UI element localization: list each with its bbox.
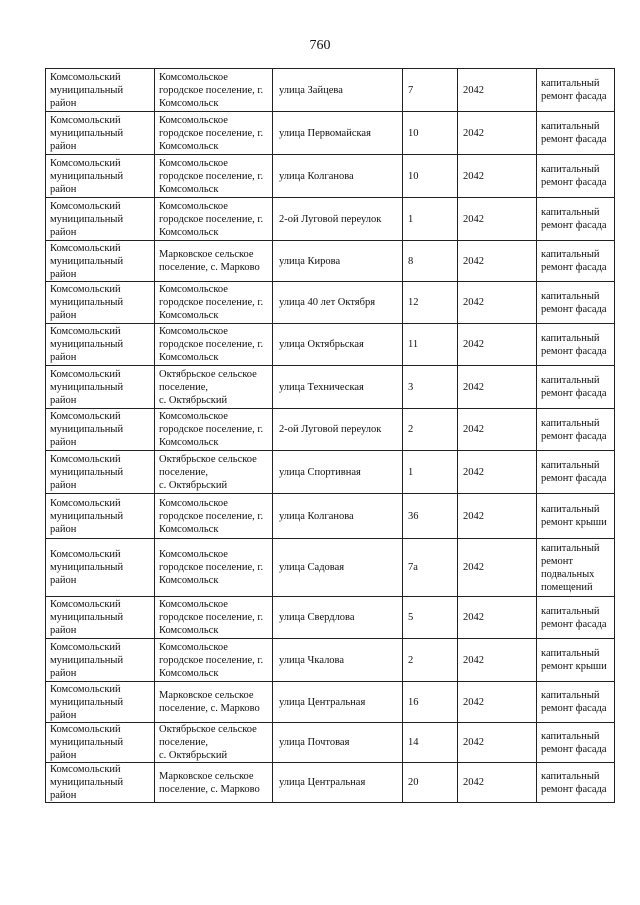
house-number-cell: 10 [403, 155, 458, 198]
work-type-cell: капитальный ремонт фасада [537, 723, 615, 763]
district-cell: Комсомольский муниципальный район [46, 763, 155, 803]
work-type-cell: капитальный ремонт фасада [537, 324, 615, 366]
district-cell: Комсомольский муниципальный район [46, 723, 155, 763]
district-cell: Комсомольский муниципальный район [46, 155, 155, 198]
settlement-cell: Марковское сельское поселение, с. Марково [155, 682, 273, 723]
table-row [46, 494, 615, 539]
table-row [46, 366, 615, 409]
district-cell: Комсомольский муниципальный район [46, 366, 155, 409]
settlement-cell: Комсомольское городское поселение, г. Комсомольск [155, 112, 273, 155]
settlement-cell: Комсомольское городское поселение, г. Комсомольск [155, 69, 273, 112]
district-cell: Комсомольский муниципальный район [46, 112, 155, 155]
year-cell: 2042 [458, 241, 537, 282]
year-cell: 2042 [458, 763, 537, 803]
settlement-cell: Октябрьское сельское поселение, с. Октябрьский [155, 366, 273, 409]
table-row [46, 597, 615, 639]
settlement-cell: Комсомольское городское поселение, г. Комсомольск [155, 409, 273, 451]
house-number-cell: 36 [403, 494, 458, 539]
house-number-cell: 10 [403, 112, 458, 155]
work-type-cell: капитальный ремонт фасада [537, 763, 615, 803]
settlement-cell: Октябрьское сельское поселение, с. Октябрьский [155, 451, 273, 494]
district-cell: Комсомольский муниципальный район [46, 682, 155, 723]
street-cell: улица Кирова [273, 241, 403, 282]
settlement-cell: Комсомольское городское поселение, г. Комсомольск [155, 324, 273, 366]
street-cell: улица Колганова [273, 155, 403, 198]
settlement-cell: Комсомольское городское поселение, г. Комсомольск [155, 494, 273, 539]
table-row [46, 763, 615, 803]
work-type-cell: капитальный ремонт фасада [537, 682, 615, 723]
district-cell: Комсомольский муниципальный район [46, 639, 155, 682]
settlement-cell: Комсомольское городское поселение, г. Комсомольск [155, 539, 273, 597]
street-cell: улица Садовая [273, 539, 403, 597]
year-cell: 2042 [458, 112, 537, 155]
table-row [46, 69, 615, 112]
year-cell: 2042 [458, 597, 537, 639]
year-cell: 2042 [458, 155, 537, 198]
work-type-cell: капитальный ремонт фасада [537, 198, 615, 241]
settlement-cell: Комсомольское городское поселение, г. Комсомольск [155, 639, 273, 682]
year-cell: 2042 [458, 723, 537, 763]
work-type-cell: капитальный ремонт фасада [537, 241, 615, 282]
settlement-cell: Комсомольское городское поселение, г. Комсомольск [155, 198, 273, 241]
work-type-cell: капитальный ремонт подвальных помещений [537, 539, 615, 597]
work-type-cell: капитальный ремонт фасада [537, 112, 615, 155]
house-number-cell: 20 [403, 763, 458, 803]
house-number-cell: 5 [403, 597, 458, 639]
district-cell: Комсомольский муниципальный район [46, 494, 155, 539]
settlement-cell: Комсомольское городское поселение, г. Комсомольск [155, 282, 273, 324]
street-cell: улица Колганова [273, 494, 403, 539]
work-type-cell: капитальный ремонт фасада [537, 451, 615, 494]
street-cell: улица Центральная [273, 682, 403, 723]
work-type-cell: капитальный ремонт фасада [537, 69, 615, 112]
table-row [46, 112, 615, 155]
table-row [46, 682, 615, 723]
year-cell: 2042 [458, 69, 537, 112]
settlement-cell: Комсомольское городское поселение, г. Комсомольск [155, 597, 273, 639]
street-cell: улица Зайцева [273, 69, 403, 112]
street-cell: улица Чкалова [273, 639, 403, 682]
district-cell: Комсомольский муниципальный район [46, 409, 155, 451]
year-cell: 2042 [458, 451, 537, 494]
work-type-cell: капитальный ремонт фасада [537, 366, 615, 409]
district-cell: Комсомольский муниципальный район [46, 324, 155, 366]
house-number-cell: 8 [403, 241, 458, 282]
house-number-cell: 1 [403, 198, 458, 241]
house-number-cell: 7а [403, 539, 458, 597]
page-number: 760 [309, 38, 331, 53]
table-row [46, 155, 615, 198]
work-type-cell: капитальный ремонт фасада [537, 282, 615, 324]
house-number-cell: 2 [403, 409, 458, 451]
house-number-cell: 2 [403, 639, 458, 682]
house-number-cell: 11 [403, 324, 458, 366]
street-cell: улица Первомайская [273, 112, 403, 155]
table-row [46, 282, 615, 324]
street-cell: 2-ой Луговой переулок [273, 198, 403, 241]
street-cell: улица 40 лет Октября [273, 282, 403, 324]
year-cell: 2042 [458, 639, 537, 682]
table-row [46, 409, 615, 451]
settlement-cell: Комсомольское городское поселение, г. Комсомольск [155, 155, 273, 198]
district-cell: Комсомольский муниципальный район [46, 69, 155, 112]
work-type-cell: капитальный ремонт фасада [537, 155, 615, 198]
district-cell: Комсомольский муниципальный район [46, 597, 155, 639]
work-type-cell: капитальный ремонт фасада [537, 597, 615, 639]
district-cell: Комсомольский муниципальный район [46, 282, 155, 324]
work-type-cell: капитальный ремонт крыши [537, 639, 615, 682]
street-cell: улица Центральная [273, 763, 403, 803]
year-cell: 2042 [458, 494, 537, 539]
house-number-cell: 3 [403, 366, 458, 409]
house-number-cell: 12 [403, 282, 458, 324]
street-cell: улица Техническая [273, 366, 403, 409]
street-cell: улица Почтовая [273, 723, 403, 763]
year-cell: 2042 [458, 282, 537, 324]
house-number-cell: 16 [403, 682, 458, 723]
settlement-cell: Октябрьское сельское поселение, с. Октябрьский [155, 723, 273, 763]
year-cell: 2042 [458, 539, 537, 597]
settlement-cell: Марковское сельское поселение, с. Марково [155, 241, 273, 282]
table-row [46, 723, 615, 763]
table-row [46, 241, 615, 282]
year-cell: 2042 [458, 682, 537, 723]
house-number-cell: 1 [403, 451, 458, 494]
buildings-table [45, 68, 615, 803]
year-cell: 2042 [458, 324, 537, 366]
work-type-cell: капитальный ремонт фасада [537, 409, 615, 451]
street-cell: 2-ой Луговой переулок [273, 409, 403, 451]
street-cell: улица Свердлова [273, 597, 403, 639]
district-cell: Комсомольский муниципальный район [46, 198, 155, 241]
district-cell: Комсомольский муниципальный район [46, 241, 155, 282]
work-type-cell: капитальный ремонт крыши [537, 494, 615, 539]
table-row [46, 198, 615, 241]
district-cell: Комсомольский муниципальный район [46, 451, 155, 494]
year-cell: 2042 [458, 366, 537, 409]
table-row [46, 639, 615, 682]
year-cell: 2042 [458, 198, 537, 241]
house-number-cell: 7 [403, 69, 458, 112]
year-cell: 2042 [458, 409, 537, 451]
table-row [46, 324, 615, 366]
house-number-cell: 14 [403, 723, 458, 763]
table-row [46, 451, 615, 494]
district-cell: Комсомольский муниципальный район [46, 539, 155, 597]
street-cell: улица Спортивная [273, 451, 403, 494]
settlement-cell: Марковское сельское поселение, с. Марково [155, 763, 273, 803]
street-cell: улица Октябрьская [273, 324, 403, 366]
table-row [46, 539, 615, 597]
